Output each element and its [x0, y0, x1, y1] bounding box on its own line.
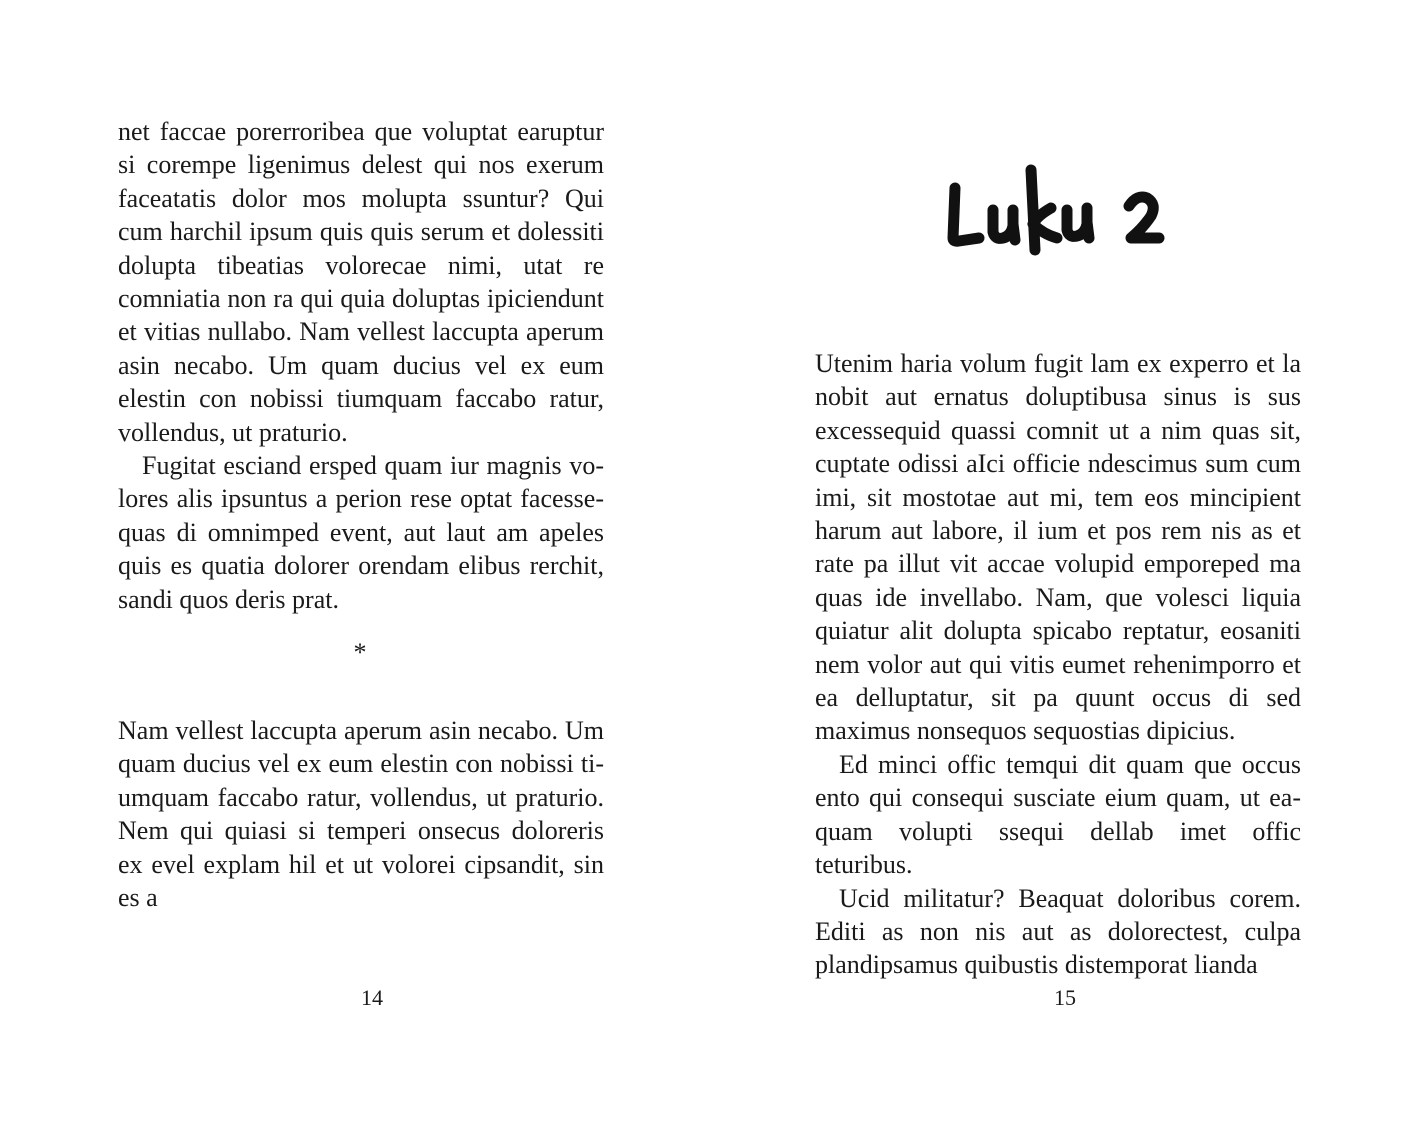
- page-number-right: 15: [1054, 985, 1076, 1010]
- paragraph: Utenim haria volum fugit lam ex experro et la nobit aut ernatus doluptibusa sinus is sus excessequid quassi comnit ut a nim quas sit, cuptate odissi aIci officie ndescimus sum cum imi, sit mostotae aut mi, tem eos mincipient harum aut labore, il ium et pos rem nis as et rate pa illut vit accae volupid emporeped ma quas ide invellabo. Nam, que volesci liquia quiatur alit dolupta spicabo reptatur, eosaniti nem volor aut qui vitis eumet rehenimporro et ea delluptatur, sit pa quunt occus di sed maximus nonsequos sequostias dipicius.: [815, 349, 1301, 746]
- section-break-asterisk: *: [353, 638, 367, 667]
- left-text-block-2: [118, 714, 604, 914]
- paragraph: Nam vellest laccupta aperum asin necabo. Um quam ducius vel ex eum elestin con nobissi tiumquam faccabo ratur, vollendus, ut praturio. Nem qui quiasi si temperi onsecus doloreris ex evel explam hil et ut volorei cipsandit, sin es a: [118, 716, 604, 913]
- right-page: [708, 0, 1417, 1122]
- chapter-title: [933, 150, 1193, 270]
- page-number-left: 14: [361, 985, 383, 1010]
- left-page: [0, 0, 708, 1122]
- paragraph: Ed minci offic temqui dit quam que occus ento qui consequi susciate eium quam, ut eaquam volupti ssequi dellab imet offic teturibus.: [815, 749, 1301, 880]
- paragraph: net faccae porerroribea que voluptat earuptur si corempe ligenimus delest qui nos exerum faceatatis dolor mos molupta ssuntur? Qui cum harchil ipsum quis quis serum et dolessiti dolupta tibeatias volorecae nimi, utat re comniatia non ra qui quia doluptas ipiciendunt et vitias nullabo. Nam vellest laccupta aperum asin necabo. Um quam ducius vel ex eum elestin con nobissi tiumquam faccabo ratur, vollendus, ut praturio.: [118, 117, 604, 447]
- right-text-block: [815, 347, 1301, 982]
- paragraph: Fugitat esciand ersped quam iur magnis volores alis ipsuntus a perion rese optat facessequas di omnimped event, aut laut am apeles quis es quatia dolorer orendam elibus rerchit, sandi quos deris prat.: [118, 451, 604, 614]
- paragraph: Ucid militatur? Beaquat doloribus corem. Editi as non nis aut as dolorectest, culpa plandipsamus quibustis distemporat lianda: [815, 883, 1301, 980]
- left-text-block-1: [118, 115, 604, 616]
- chapter-title-lettering: [933, 150, 1193, 270]
